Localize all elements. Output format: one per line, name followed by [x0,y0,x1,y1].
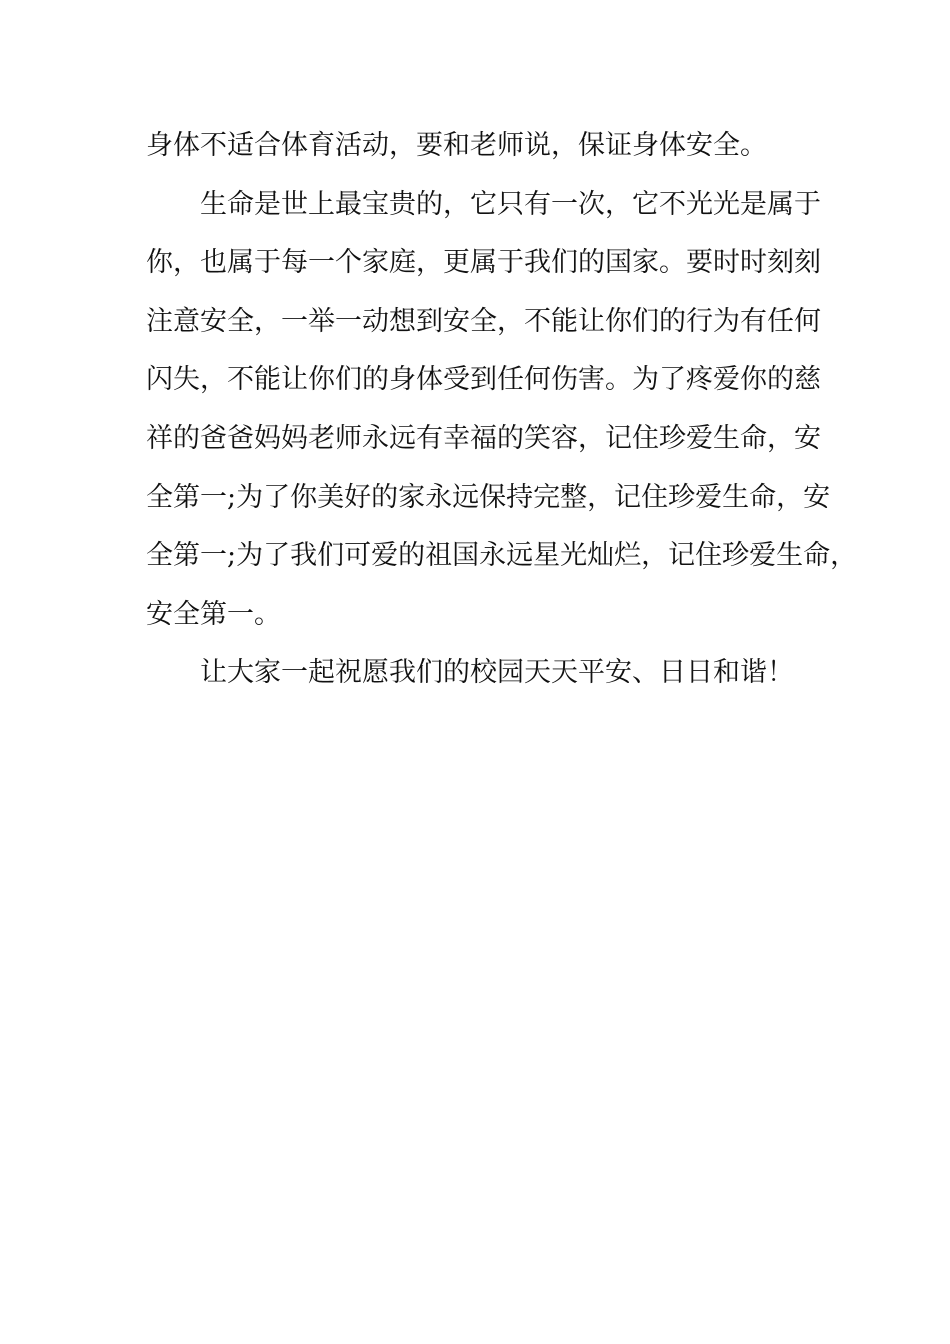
text-line: 你，也属于每一个家庭，更属于我们的国家。要时时刻刻 [146,247,821,279]
paragraph-start-line: 让大家一起祝愿我们的校园天天平安、日日和谐！ [200,657,794,689]
text-line: 注意安全，一举一动想到安全，不能让你们的行为有任何 [146,305,821,337]
document-body [146,117,858,703]
text-line: 身体不适合体育活动，要和老师说，保证身体安全。 [146,130,767,161]
text-line: 安全第一。 [146,598,281,630]
text-line: 全第一;为了你美好的家永远保持完整，记住珍爱生命，安 [146,481,831,513]
paragraph-start-line: 生命是世上最宝贵的，它只有一次，它不光光是属于 [200,188,821,220]
text-line: 闪失，不能让你们的身体受到任何伤害。为了疼爱你的慈 [146,364,821,396]
text-line: 全第一;为了我们可爱的祖国永远星光灿烂，记住珍爱生命， [146,540,858,572]
text-line: 祥的爸爸妈妈老师永远有幸福的笑容，记住珍爱生命，安 [146,422,821,454]
